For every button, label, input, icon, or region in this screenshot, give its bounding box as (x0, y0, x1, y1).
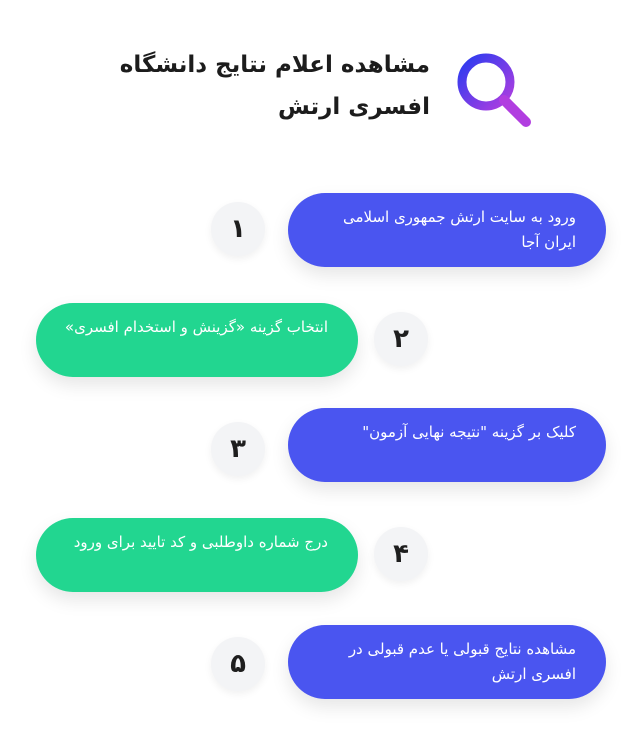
step-number: ۲ (374, 312, 428, 366)
step-number: ۴ (374, 527, 428, 581)
step-number: ۵ (211, 637, 265, 691)
step-text: کلیک بر گزینه "نتیجه نهایی آزمون" (288, 408, 606, 482)
search-icon (452, 48, 538, 134)
step-number: ۱ (211, 202, 265, 256)
header (0, 38, 640, 148)
step-number: ۳ (211, 422, 265, 476)
step-text: انتخاب گزینه «گزینش و استخدام افسری» (36, 303, 358, 377)
step-text: ورود به سایت ارتش جمهوری اسلامی ایران آجا (288, 193, 606, 267)
page-title: مشاهده اعلام نتایج دانشگاه افسری ارتش (119, 52, 430, 120)
step-text: درج شماره داوطلبی و کد تایید برای ورود (36, 518, 358, 592)
step-text: مشاهده نتایج قبولی یا عدم قبولی در افسری ارتش (288, 625, 606, 699)
